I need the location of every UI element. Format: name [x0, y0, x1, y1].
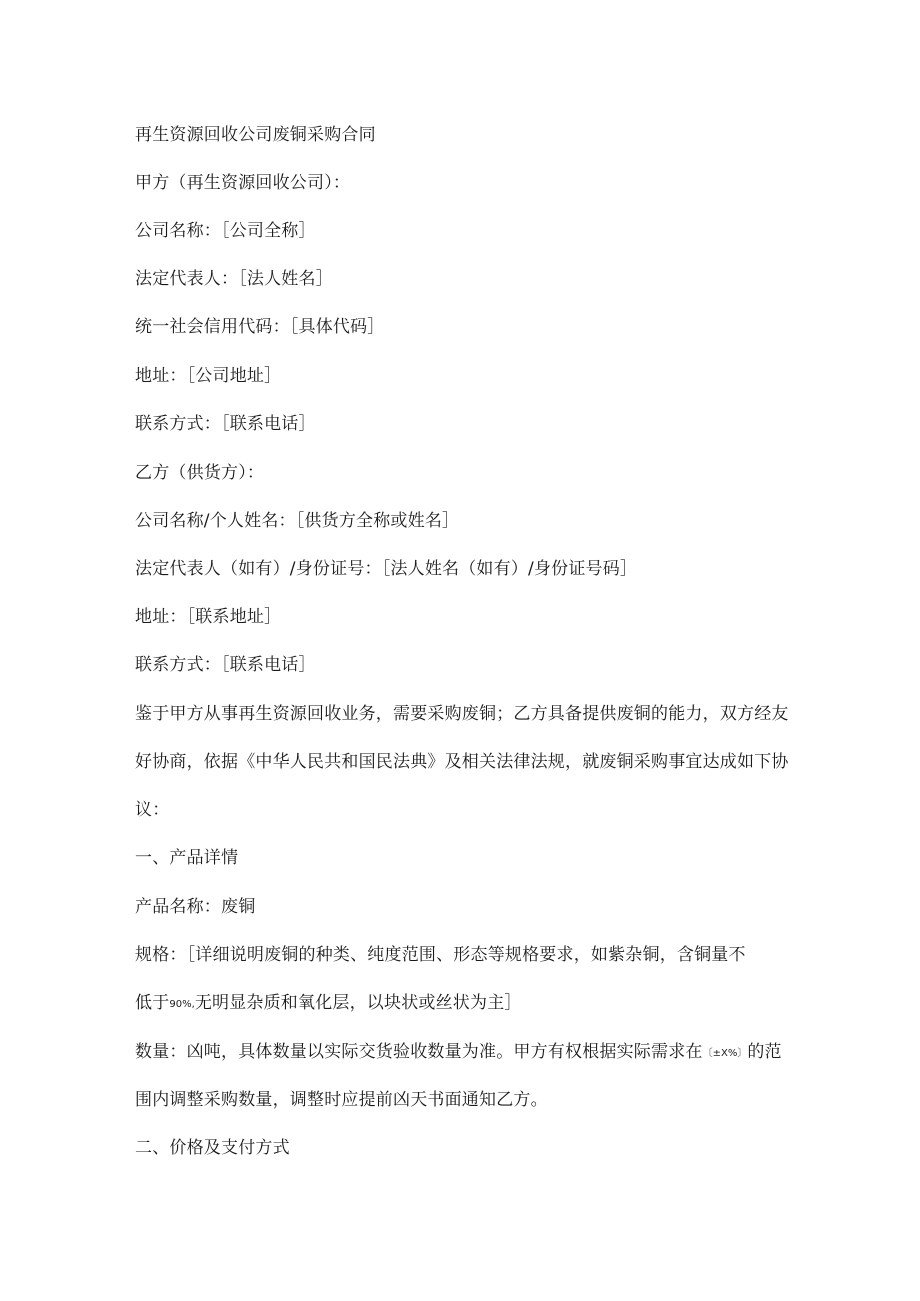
spec-line-2-suffix: 无明显杂质和氧化层，以块状或丝状为主］ — [194, 993, 522, 1013]
preamble-line-2: 好协商，依据《中华人民共和国民法典》及相关法律法规，就废铜采购事宜达成如下协 — [135, 752, 789, 772]
party-a-credit-code: 统一社会信用代码：［具体代码］ — [135, 317, 385, 337]
section-2-heading: 二、价格及支付方式 — [135, 1138, 290, 1158]
section-1-heading: 一、产品详情 — [135, 848, 239, 868]
preamble-line-3: 议： — [135, 800, 170, 820]
party-a-heading: 甲方（再生资源回收公司）： — [135, 173, 351, 193]
spec-line-2 — [135, 992, 522, 1016]
product-name: 产品名称：废铜 — [135, 897, 256, 917]
quantity-range: 〔±X%〕 — [702, 1048, 748, 1059]
party-b-contact: 联系方式：［联系电话］ — [135, 655, 316, 675]
party-b-legal-rep: 法定代表人（如有）/身份证号：［法人姓名（如有）/身份证号码］ — [135, 559, 638, 579]
party-a-contact: 联系方式：［联系电话］ — [135, 414, 316, 434]
contract-title: 再生资源回收公司废铜采购合同 — [135, 125, 376, 145]
preamble-line-1: 鉴于甲方从事再生资源回收业务，需要采购废铜；乙方具备提供废铜的能力，双方经友 — [135, 704, 789, 724]
party-b-company-name: 公司名称/个人姓名：［供货方全称或姓名］ — [135, 511, 460, 531]
party-b-heading: 乙方（供货方）： — [135, 463, 265, 483]
party-a-legal-rep: 法定代表人：［法人姓名］ — [135, 269, 333, 289]
quantity-line-1-end: 的范 — [747, 1042, 782, 1062]
spec-line-2-prefix: 低于 — [135, 993, 170, 1013]
quantity-line-2: 围内调整采购数量，调整时应提前凶天书面通知乙方。 — [135, 1090, 548, 1110]
party-a-address: 地址：［公司地址］ — [135, 366, 282, 386]
spec-line-1: 规格：［详细说明废铜的种类、纯度范围、形态等规格要求，如紫杂铜，含铜量不 — [135, 945, 746, 965]
purity-value: 90%, — [169, 999, 195, 1010]
quantity-line-1 — [135, 1041, 782, 1065]
party-a-company-name: 公司名称：［公司全称］ — [135, 221, 316, 241]
quantity-line-1-text: 数量：凶吨，具体数量以实际交货验收数量为准。甲方有权根据实际需求在 — [135, 1042, 703, 1062]
party-b-address: 地址：［联系地址］ — [135, 607, 282, 627]
